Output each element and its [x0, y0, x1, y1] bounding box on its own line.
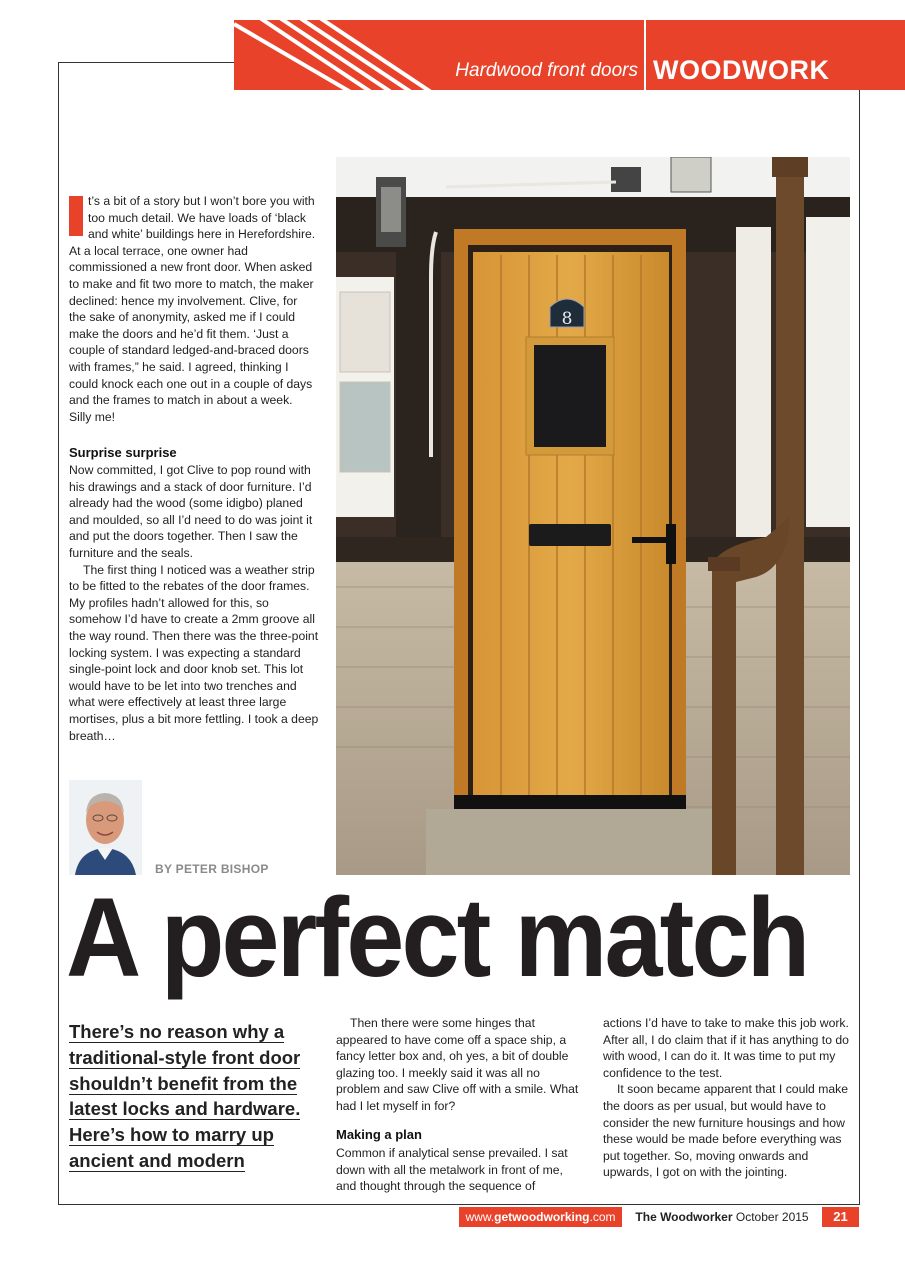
frame-line-bottom: [58, 1204, 860, 1205]
house-number: 8: [561, 309, 573, 329]
headline: A perfect match: [66, 875, 808, 1000]
column-3: [603, 1015, 851, 1181]
header-stripes-decoration: [234, 20, 434, 90]
column2-paragraph-2: Common if analytical sense prevailed. I sat down with all the metalwork in front of me, and thought through the sequence of: [336, 1146, 568, 1194]
column2-paragraph-1: Then there were some hinges that appeared to have come off a space ship, a fancy letter box and, oh yes, a bit of double glazing too. I meekly said it was all no problem and saw Clive off with a smile. What had I let myself in for?: [336, 1016, 579, 1113]
intro-paragraph: [69, 193, 317, 425]
footer-magazine-name: The Woodworker: [635, 1210, 733, 1224]
section1-body: [69, 462, 319, 744]
author-photo: [69, 780, 142, 875]
section1-paragraph-1: Now committed, I got Clive to pop round with his drawings and a stack of door furniture. I’d already had the wood (some idigbo) planed and moulded, so all I’d need to do was joint it and put the doors together. Then I saw the furniture and the seals.: [69, 463, 313, 560]
subheading-making-a-plan: Making a plan: [336, 1126, 422, 1142]
footer-issue-date: October 2015: [735, 1210, 809, 1224]
section-title: WOODWORK: [653, 55, 830, 85]
standfirst-text: There’s no reason why a traditional-style front door shouldn’t benefit from the latest locks and hardware. Here’s how to marry up ancient and modern: [69, 1021, 301, 1171]
section-subtitle: Hardwood front doors: [455, 60, 638, 81]
column-2: [336, 1015, 586, 1195]
footer-website-link[interactable]: [459, 1207, 622, 1227]
main-photo-front-door: [336, 157, 850, 875]
header-divider: [644, 20, 646, 90]
column3-paragraph-1: actions I’d have to take to make this job work. After all, I do claim that if it has anything to do with wood, I can do it. It was time to put my confidence to the test.: [603, 1016, 849, 1080]
footer-magazine-issue: [624, 1207, 820, 1227]
intro-text: t’s a bit of a story but I won’t bore you with too much detail. We have loads of ‘black and white’ buildings here in Herefordshire. At a local terrace, one owner had commissioned a new front door. When asked to make and fit two more to match, the maker declined: hence my involvement. Clive, for the sake of anonymity, asked me if I could make the doors and he’d fit them. ‘Just a couple of standard ledged-and-braced doors with frames,” he said. I agreed, thinking I could knock each one out in a couple of days and the frames to match in about a week. Silly me!: [69, 194, 316, 424]
column3-paragraph-2: It soon became apparent that I could make the doors as per usual, but would have to consider the new furniture housings and how these would be made before everything was put together. So, moving onwards and upwards, I got on with the jointing.: [603, 1082, 849, 1180]
drop-cap-i: [69, 196, 83, 236]
header-bar: [234, 20, 905, 90]
page-number: 21: [822, 1207, 859, 1227]
footer-url-prefix: www.: [465, 1210, 495, 1224]
frame-line-right: [859, 90, 860, 1205]
frame-line-left: [58, 62, 59, 1205]
section1-paragraph-2: The first thing I noticed was a weather strip to be fitted to the rebates of the door frames. My profiles hadn’t allowed for this, so somehow I’d have to create a 2mm groove all the way round. Then there was the three-point locking system. I was expecting a standard single-point lock and door knob set. This lot would have to be let into two trenches and what were effectively at least three large mortises, plus a bit more fettling. I took a deep breath…: [69, 562, 319, 743]
subheading-surprise: Surprise surprise: [69, 445, 177, 460]
standfirst: [69, 1019, 314, 1174]
byline: BY PETER BISHOP: [155, 862, 269, 876]
footer-url-suffix: .com: [589, 1210, 616, 1224]
footer-url-domain: getwoodworking: [494, 1210, 590, 1224]
